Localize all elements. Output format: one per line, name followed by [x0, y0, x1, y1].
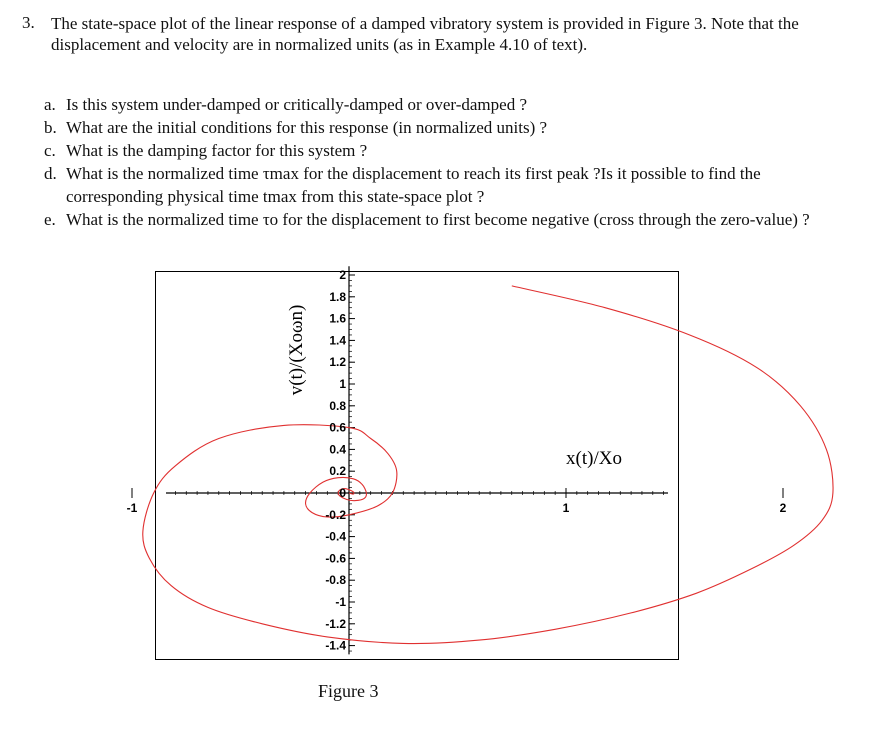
y-tick-label: 0.2 — [329, 464, 346, 479]
y-tick-label: -1.4 — [325, 638, 346, 653]
part-label: e. — [44, 210, 56, 229]
part-a — [44, 93, 844, 116]
y-tick-label: -0.4 — [325, 529, 346, 544]
part-label: b. — [44, 118, 57, 137]
y-tick-label: 1.4 — [329, 333, 346, 348]
y-tick-label: -0.6 — [325, 551, 346, 566]
series-group — [143, 286, 833, 644]
part-text: What are the initial conditions for this response (in normalized units) ? — [66, 118, 548, 137]
state-space-plot — [126, 268, 787, 660]
y-tick-label: 0 — [339, 486, 346, 500]
figure-caption: Figure 3 — [318, 681, 379, 701]
x-axis-label: x(t)/Xo — [566, 448, 622, 469]
part-text: Is this system under-damped or critically-damped or over-damped ? — [66, 95, 528, 114]
y-axis-label: v(t)/(Xoωn) — [286, 304, 307, 396]
question-parts — [44, 93, 844, 231]
series-line-state-trajectory — [143, 286, 833, 644]
y-tick-label: -0.8 — [325, 573, 346, 588]
tick-labels — [127, 268, 787, 653]
part-label: c. — [44, 141, 56, 160]
question-intro: The state-space plot of the linear response of a damped vibratory system is provided in Figure 3. Note that the displacement and velocity are in normalized units (as in Example 4.10 of text). — [51, 14, 799, 54]
part-e — [44, 208, 844, 231]
part-c — [44, 139, 844, 162]
part-text: What is the normalized time τmax for the displacement to reach its first peak ?Is it possible to find the corresponding physical time tmax from this state-space plot ? — [66, 164, 761, 206]
part-text: What is the normalized time τo for the displacement to first become negative (cross through the zero-value) ? — [66, 210, 810, 229]
chart-svg — [126, 268, 787, 661]
y-tick-label: 2 — [339, 268, 346, 282]
y-tick-label: 0.4 — [329, 442, 346, 457]
y-tick-label: -1 — [335, 595, 346, 609]
y-tick-label: 1.6 — [329, 311, 346, 326]
x-tick-label: 2 — [779, 501, 787, 515]
part-label: a. — [44, 95, 56, 114]
y-tick-label: 0.6 — [329, 420, 346, 435]
part-label: d. — [44, 164, 57, 183]
x-tick-label: 1 — [562, 501, 570, 515]
question-number: 3. — [22, 13, 35, 32]
y-tick-label: 0.8 — [329, 398, 346, 413]
x-tick-label: -1 — [126, 501, 138, 515]
part-b — [44, 116, 844, 139]
y-tick-label: 1.8 — [329, 289, 346, 304]
part-text: What is the damping factor for this system ? — [66, 141, 368, 160]
y-tick-label: 1 — [339, 377, 346, 391]
part-d — [44, 162, 844, 208]
y-tick-label: -1.2 — [325, 616, 346, 631]
axes — [132, 266, 783, 654]
y-tick-label: 1.2 — [329, 355, 346, 370]
y-tick-label: -0.2 — [325, 507, 346, 522]
